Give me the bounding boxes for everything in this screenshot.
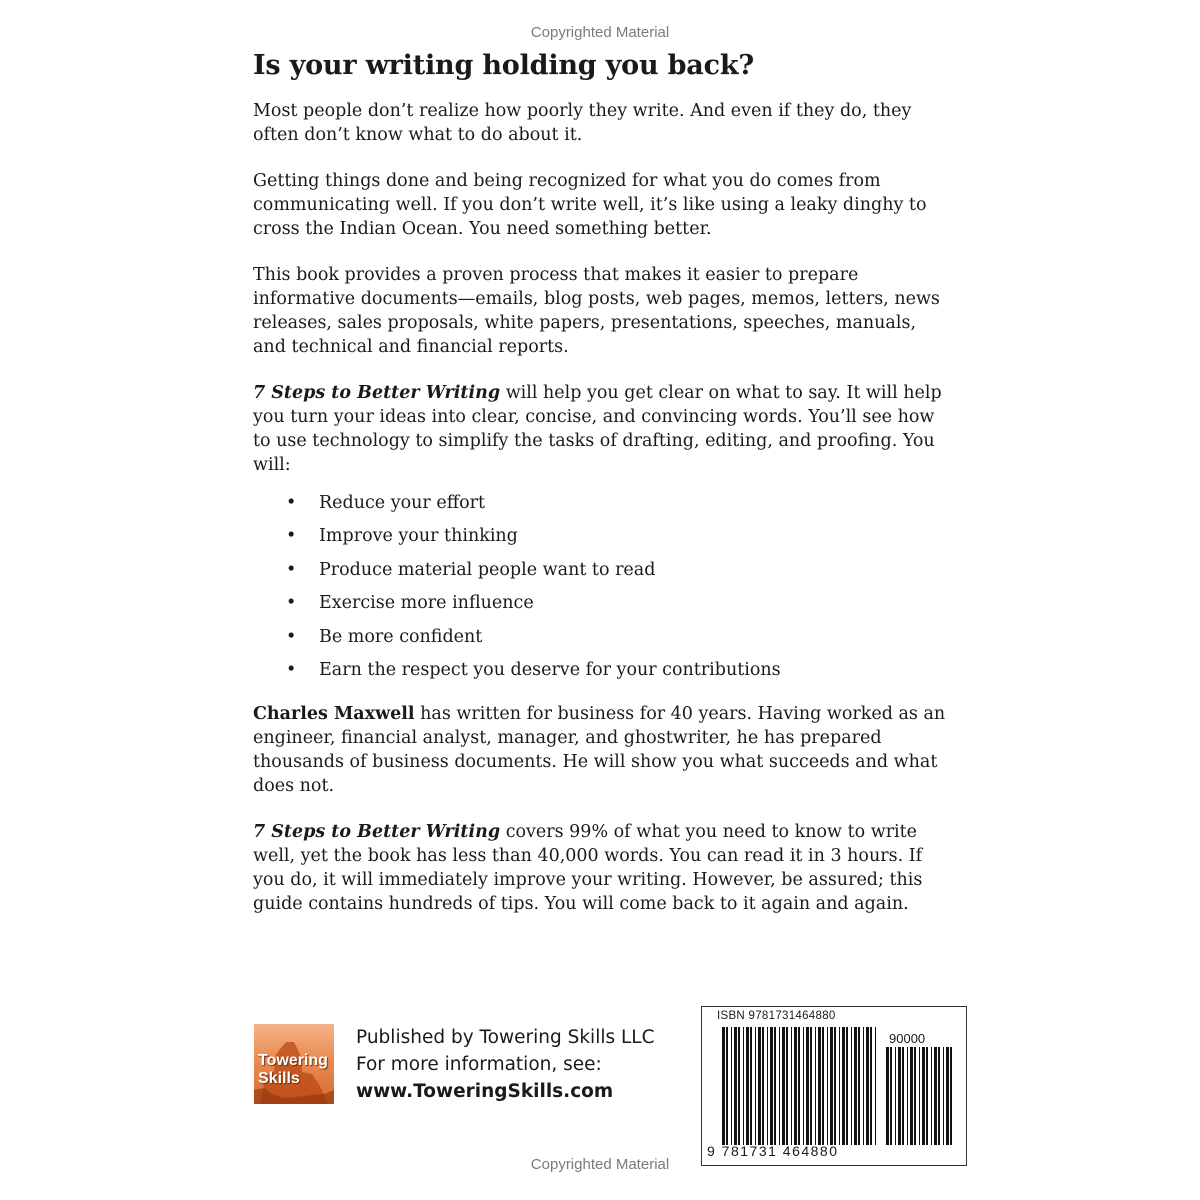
benefit-text: Exercise more influence — [319, 593, 534, 614]
logo-line-1: Towering — [258, 1052, 328, 1069]
list-item — [253, 591, 953, 624]
bullet-icon: • — [286, 526, 297, 547]
paragraph-3: This book provides a proven process that makes it easier to prepare informative documents—emails, blog posts, web pages, memos, letters, news releases, sales proposals, white papers, presentations, speeches, manuals, and technical and financial reports. — [253, 265, 940, 357]
intro-text: will help you get clear on what to say. It will help you turn your ideas into clear, concise, and convincing words. You’ll see how to use technology to simplify the tasks of drafting, editing, and proofing. You will: — [253, 383, 942, 475]
back-cover-copy — [253, 50, 953, 691]
book-title: 7 Steps to Better Writing — [253, 822, 501, 842]
bullet-icon: • — [286, 559, 297, 580]
benefit-text: Be more confident — [319, 626, 483, 647]
author-section — [253, 702, 953, 938]
closing-paragraph — [253, 820, 953, 916]
barcode-icon — [702, 1007, 966, 1165]
paragraph-1: Most people don’t realize how poorly they write. And even if they do, they often don’t know what to do about it. — [253, 101, 912, 145]
more-info-label: For more information, see: — [356, 1054, 602, 1075]
list-item — [253, 625, 953, 658]
logo-line-2: Skills — [258, 1070, 300, 1087]
author-paragraph — [253, 702, 953, 798]
price-code: 90000 — [889, 1031, 926, 1046]
benefit-text: Reduce your effort — [319, 493, 486, 513]
publisher-url: www.ToweringSkills.com — [356, 1081, 614, 1102]
publisher-name: Published by Towering Skills LLC — [356, 1027, 655, 1048]
paragraph-2: Getting things done and being recognized for what you do comes from communicating well. If you don’t write well, it’s like using a leaky dinghy to cross the Indian Ocean. You need something better. — [253, 171, 927, 239]
list-item — [253, 491, 953, 524]
logo-wordmark — [258, 1052, 328, 1088]
publisher-info — [356, 1024, 676, 1105]
copyright-watermark-bottom: Copyrighted Material — [530, 1156, 670, 1173]
isbn-label: ISBN 9781731464880 — [717, 1010, 836, 1022]
closing-text: covers 99% of what you need to know to write well, yet the book has less than 40,000 words. You can read it in 3 hours. If you do, it will immediately improve your writing. However, be assured; this guide contains hundreds of tips. You will come back to it again and again. — [253, 822, 923, 914]
author-bio-text: has written for business for 40 years. Having worked as an engineer, financial analyst, manager, and ghostwriter, he has prepared thousands of business documents. He will show you what succeeds and what does not. — [253, 704, 946, 796]
publisher-logo — [254, 1024, 334, 1104]
bullet-icon: • — [286, 659, 297, 680]
barcode-digits: 9 781731 464880 — [707, 1143, 839, 1159]
bullet-icon: • — [286, 626, 297, 647]
bullet-icon: • — [286, 493, 297, 513]
benefit-text: Improve your thinking — [319, 526, 518, 547]
author-name: Charles Maxwell — [253, 704, 415, 724]
benefit-list — [253, 491, 953, 691]
list-item — [253, 658, 953, 691]
intro-paragraph — [253, 381, 953, 477]
benefit-text: Produce material people want to read — [319, 559, 656, 580]
benefit-text: Earn the respect you deserve for your contributions — [319, 659, 781, 680]
list-item — [253, 524, 953, 557]
headline: Is your writing holding you back? — [253, 50, 754, 81]
book-title: 7 Steps to Better Writing — [253, 383, 501, 403]
isbn-barcode — [701, 1006, 967, 1166]
bullet-icon: • — [286, 593, 297, 614]
copyright-watermark-top: Copyrighted Material — [530, 24, 670, 41]
list-item — [253, 558, 953, 591]
